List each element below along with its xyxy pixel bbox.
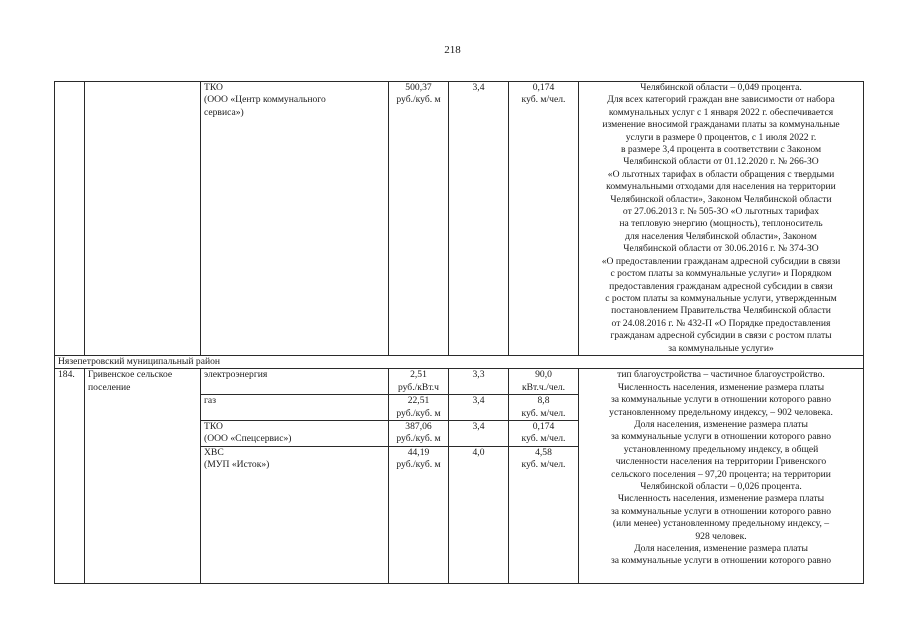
service-line: (МУП «Исток») (204, 459, 270, 471)
comment-line: от 27.06.2013 г. № 505-ЗО «О льготных тарифах (622, 206, 820, 218)
comment-line: за коммунальные услуги» (668, 342, 774, 354)
norm-unit: куб. м/чел. (521, 433, 566, 445)
service-line: ХВС (204, 446, 224, 458)
comment-line: постановлением Правительства Челябинской области (611, 305, 831, 317)
service-cell (201, 82, 389, 356)
comment-line: за коммунальные услуги в отношении которого равно (610, 555, 832, 567)
comment-line: «О льготных тарифах в области обращения с твердыми (607, 168, 835, 180)
comment-line: численности населения на территории Гривенского (615, 456, 827, 468)
tariff-value: 2,51 (410, 369, 427, 381)
page-number: 218 (444, 44, 461, 56)
comment-line: (или менее) установленному предельному индексу, – (612, 518, 830, 530)
tariff-cell (389, 446, 449, 583)
settlement-line: поселение (88, 381, 131, 393)
tariff-cell (389, 369, 449, 395)
norm-unit: куб. м/чел. (521, 459, 566, 471)
tariff-unit: руб./куб. м (396, 459, 441, 471)
index-cell: 3,4 (449, 82, 509, 356)
comment-line: 928 человек. (695, 530, 747, 542)
comment-line: «О предоставлении гражданам адресной субсидии в связи (601, 255, 841, 267)
comment-line: коммунальных услуг с 1 января 2022 г. обеспечивается (608, 106, 834, 118)
tariff-unit: руб./куб. м (396, 433, 441, 445)
comment-line: тип благоустройства – частичное благоустройство. (617, 369, 825, 381)
service-line: сервиса») (204, 106, 244, 118)
comment-line: Для всех категорий граждан вне зависимости от набора (607, 94, 835, 106)
norm-cell (509, 420, 579, 446)
norm-unit: куб. м/чел. (521, 94, 566, 106)
comment-line: Доля населения, изменение размера платы (634, 418, 808, 430)
tariff-value: 44,19 (407, 446, 430, 458)
comment-line: за коммунальные услуги в отношении которого равно (610, 431, 832, 443)
index-cell: 3,4 (449, 420, 509, 446)
comment-line: на тепловую энергию (мощность), теплоноситель (619, 218, 823, 230)
comment-cell (579, 82, 864, 356)
comment-line: коммунальными отходами для населения на территории (606, 181, 836, 193)
comment-line: для населения Челябинской области», Законом (625, 230, 817, 242)
tariff-value: 500,37 (405, 82, 432, 93)
tariff-unit: руб./куб. м (396, 94, 441, 106)
comment-line: Численность населения, изменение размера платы (617, 493, 825, 505)
comment-line: изменение вносимой гражданами платы за коммунальные (602, 119, 840, 131)
comment-line: за коммунальные услуги в отношении которого равно (610, 505, 832, 517)
comment-line: с ростом платы за коммунальные услуги» и Порядком (610, 268, 832, 280)
norm-value: 4,58 (535, 446, 552, 458)
norm-value: 0,174 (532, 82, 555, 93)
tariff-cell (389, 82, 449, 356)
norm-value: 0,174 (532, 420, 555, 432)
comment-line: Челябинской области», Законом Челябинской области (610, 193, 832, 205)
service-cell (201, 369, 389, 395)
comment-line: установленному предельному индексу, – 902 человека. (609, 406, 833, 418)
comment-line: установленному предельному индексу, в общей (623, 443, 819, 455)
comment-line: от 24.08.2016 г. № 432-П «О Порядке предоставления (611, 317, 831, 329)
service-line: электроэнергия (204, 369, 268, 381)
comment-cell (579, 369, 864, 583)
norm-value: 90,0 (535, 369, 552, 381)
comment-line: предоставления гражданам адресной субсидии в связи (609, 280, 833, 292)
tariff-unit: руб./кВт.ч (397, 381, 440, 393)
index-cell: 4,0 (449, 446, 509, 583)
comment-line: Челябинской области от 01.12.2020 г. № 266-ЗО (623, 156, 819, 168)
service-line: газ (204, 395, 216, 407)
tariff-value: 22,51 (407, 395, 430, 407)
settlement-cell (85, 369, 201, 583)
comment-line: гражданам адресной субсидии в связи с ростом платы (610, 330, 832, 342)
district-row (55, 355, 864, 368)
norm-unit: кВт.ч./чел. (521, 381, 566, 393)
index-cell: 3,3 (449, 369, 509, 395)
comment-line: Доля населения, изменение размера платы (634, 543, 808, 555)
comment-line: за коммунальные услуги в отношении которого равно (610, 394, 832, 406)
comment-line: услуги в размере 0 процентов, с 1 июля 2022 г. (625, 131, 817, 143)
tariff-cell (389, 395, 449, 421)
row-number-cell (55, 82, 85, 356)
comment-line: сельского поселения – 97,20 процента; на территории (611, 468, 831, 480)
norm-value: 8,8 (537, 395, 550, 407)
comment-line: Челябинской области от 30.06.2016 г. № 374-ЗО (623, 243, 819, 255)
settlement-cell (85, 82, 201, 356)
comment-line: в размере 3,4 процента в соответствии с Законом (620, 144, 822, 156)
comment-line: Численность населения, изменение размера платы (617, 381, 825, 393)
comment-line: Челябинской области – 0,049 процента. (640, 82, 802, 93)
table-row (55, 82, 864, 356)
service-cell (201, 395, 389, 421)
service-cell (201, 446, 389, 583)
tariff-value: 387,06 (405, 420, 432, 432)
norm-cell (509, 82, 579, 356)
index-cell: 3,4 (449, 395, 509, 421)
tariff-table (54, 81, 864, 584)
service-line: ТКО (204, 82, 223, 93)
norm-cell (509, 395, 579, 421)
service-cell (201, 420, 389, 446)
norm-unit: куб. м/чел. (521, 407, 566, 419)
row-number-cell: 184. (55, 369, 85, 583)
comment-line: с ростом платы за коммунальные услуги, утвержденным (605, 292, 837, 304)
service-line: (ООО «Спецсервис») (204, 433, 292, 445)
table-row (55, 369, 864, 395)
comment-line: Челябинской области – 0,026 процента. (640, 481, 802, 492)
tariff-unit: руб./куб. м (396, 407, 441, 419)
service-line: ТКО (204, 420, 223, 432)
norm-cell (509, 369, 579, 395)
district-name: Нязепетровский муниципальный район (55, 355, 864, 368)
tariff-cell (389, 420, 449, 446)
norm-cell (509, 446, 579, 583)
service-line: (ООО «Центр коммунального (204, 94, 326, 106)
settlement-line: Гривенское сельское (88, 369, 173, 381)
